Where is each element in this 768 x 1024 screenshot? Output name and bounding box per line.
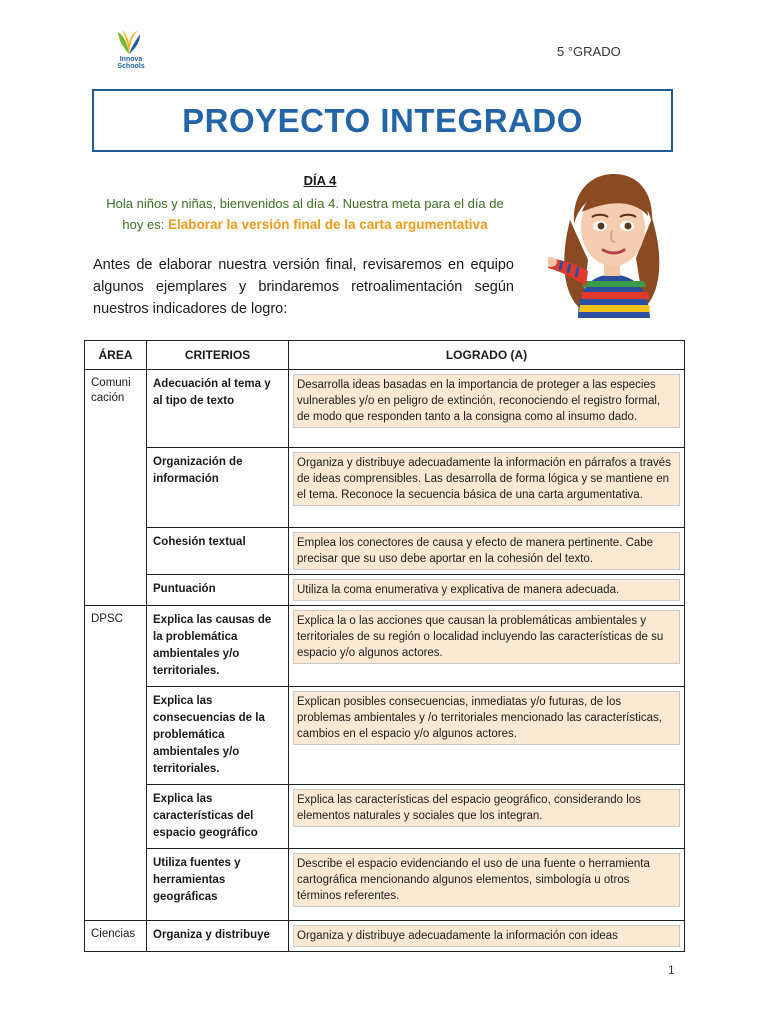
goal-text: Elaborar la versión final de la carta argumentativa: [167, 217, 488, 232]
header-criterios: CRITERIOS: [147, 341, 289, 370]
table-row: [85, 448, 685, 528]
criterio-cell: Organiza y distribuye: [147, 921, 289, 952]
table-row: [85, 785, 685, 849]
logrado-text: Emplea los conectores de causa y efecto de manera pertinente. Cabe precisar que su uso debe aportar en la cohesión del texto.: [293, 532, 680, 570]
logrado-text: Explican posibles consecuencias, inmediatas y/o futuras, de los problemas ambientales y /o territoriales mencionado las características, cambios en el espacio y/o algunos actores.: [293, 691, 680, 745]
table-row: [85, 921, 685, 952]
header-logrado: LOGRADO (A): [289, 341, 685, 370]
criterio-cell: Explica las consecuencias de la problemática ambientales y/o territoriales.: [147, 687, 289, 785]
logrado-cell: [289, 370, 685, 448]
title-box: [92, 89, 673, 152]
table-header-row: [85, 341, 685, 370]
logrado-cell: [289, 849, 685, 921]
criterio-cell: Puntuación: [147, 575, 289, 606]
page-title: PROYECTO INTEGRADO: [182, 101, 583, 139]
logrado-cell: [289, 575, 685, 606]
logo-text-line2: Schools: [117, 63, 145, 70]
day-heading: DÍA 4: [303, 173, 337, 188]
logrado-cell: [289, 687, 685, 785]
table-row: [85, 687, 685, 785]
criterio-cell: Explica las causas de la problemática ambientales y/o territoriales.: [147, 606, 289, 687]
achievement-table: [84, 340, 685, 952]
greeting-paragraph: [96, 193, 514, 235]
logo-text-line1: Innova: [119, 56, 143, 63]
logrado-cell: [289, 785, 685, 849]
area-cell-comunicacion: Comuni cación: [85, 370, 147, 606]
teacher-avatar-icon: [548, 168, 678, 320]
header-area: ÁREA: [85, 341, 147, 370]
logrado-cell: [289, 448, 685, 528]
logrado-text: Utiliza la coma enumerativa y explicativa de manera adecuada.: [293, 579, 680, 601]
page-number: 1: [668, 963, 675, 977]
table-row: [85, 575, 685, 606]
table-row: [85, 370, 685, 448]
logrado-cell: [289, 528, 685, 575]
table-row: [85, 849, 685, 921]
logrado-cell: [289, 606, 685, 687]
logo-text: [114, 56, 148, 70]
logrado-text: Desarrolla ideas basadas en la importancia de proteger a las especies vulnerables y/o en peligro de extinción, reconociendo el registro formal, de modo que responden tanto a la consigna como al insumo dado.: [293, 374, 680, 428]
criterio-cell: Explica las características del espacio geográfico: [147, 785, 289, 849]
logrado-text: Organiza y distribuye adecuadamente la información en párrafos a través de ideas comprensibles. Las desarrolla de forma lógica y se mantiene en el tema. Reconoce la secuencia básica de una carta argumentativa.: [293, 452, 680, 506]
logrado-cell: [289, 921, 685, 952]
table-row: [85, 606, 685, 687]
criterio-cell: Cohesión textual: [147, 528, 289, 575]
criterio-cell: Organización de información: [147, 448, 289, 528]
logrado-text: Explica las características del espacio geográfico, considerando los elementos naturales y sociales que los integran.: [293, 789, 680, 827]
greeting-text: Hola niños y niñas, bienvenidos al día 4. Nuestra meta para el día de hoy es:: [106, 196, 504, 232]
table-row: [85, 528, 685, 575]
logrado-text: Organiza y distribuye adecuadamente la información con ideas: [293, 925, 680, 947]
logrado-text: Describe el espacio evidenciando el uso de una fuente o herramienta cartográfica mencionando algunos elementos, simbología u otros términos referentes.: [293, 853, 680, 907]
criterio-cell: Adecuación al tema y al tipo de texto: [147, 370, 289, 448]
criterio-cell: Utiliza fuentes y herramientas geográficas: [147, 849, 289, 921]
logrado-text: Explica la o las acciones que causan la problemáticas ambientales y territoriales de su región o localidad incluyendo las características de su espacio y/o algunos actores.: [293, 610, 680, 664]
area-cell-ciencias: Ciencias: [85, 921, 147, 952]
area-cell-dpsc: DPSC: [85, 606, 147, 921]
grade-label: 5 °GRADO: [557, 44, 621, 59]
intro-paragraph: Antes de elaborar nuestra versión final, revisaremos en equipo algunos ejemplares y brindaremos retroalimentación según nuestros indicadores de logro:: [93, 257, 514, 317]
